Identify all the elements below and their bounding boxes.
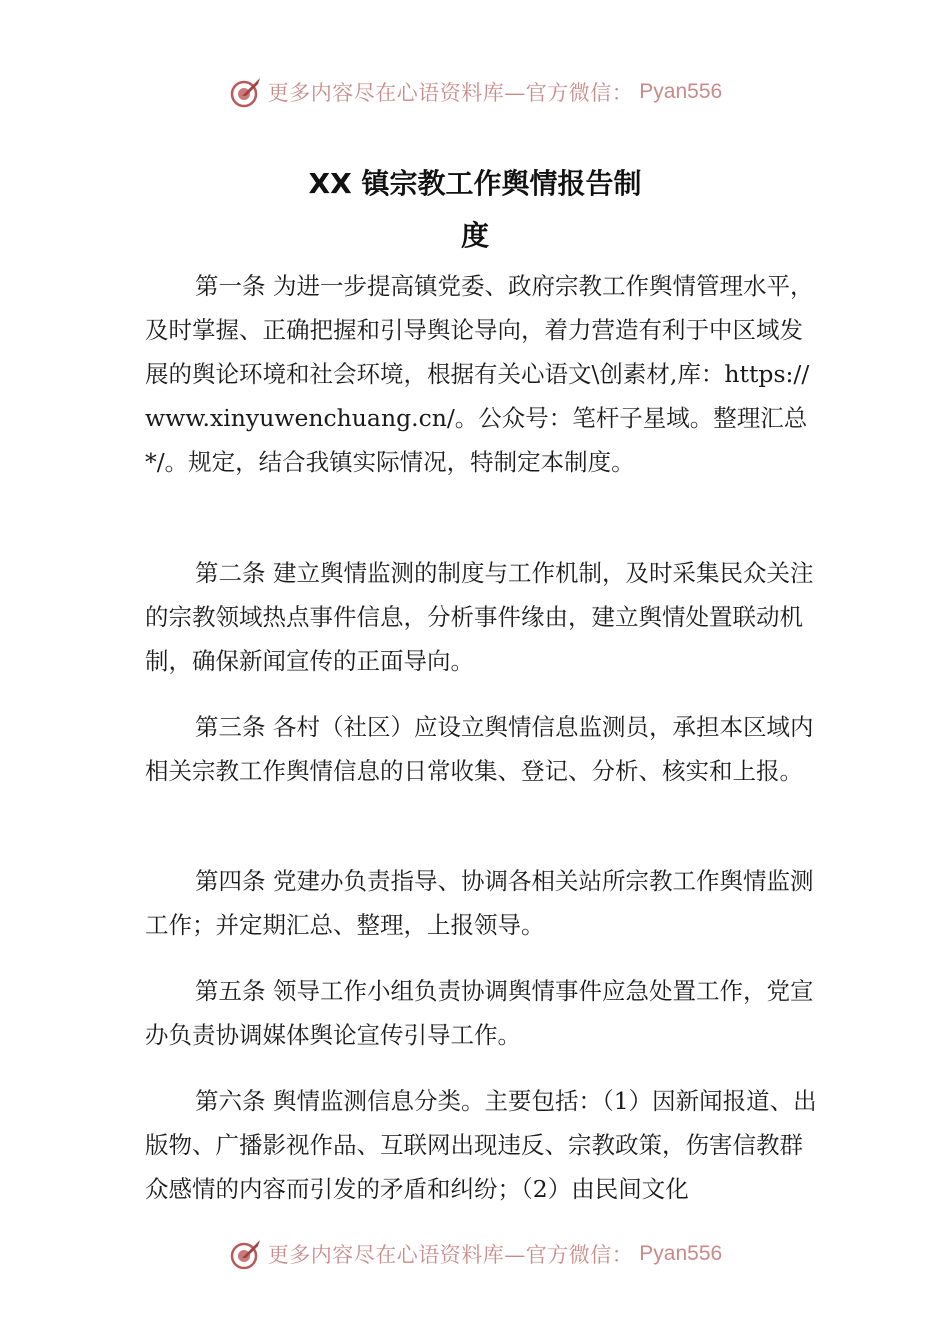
article-6-paragraph: 第六条 舆情监测信息分类。主要包括：（1）因新闻报道、出版物、广播影视作品、互联网出现违反、宗教政策，伤害信教群众感情的内容而引发的矛盾和纠纷；（2）由民间文化 <box>145 1087 817 1203</box>
watermark-wechat-id: Pyan556 <box>639 1242 723 1265</box>
article-1-paragraph: 第一条 为进一步提高镇党委、政府宗教工作舆情管理水平，及时掌握、正确把握和引导舆论导向，着力营造有利于中区域发展的舆论环境和社会环境，根据有关心语文\创素材,库：https://www.xinyuwenchuang.cn/。公众号：笔杆子星域。整理汇总*/。规定，结合我镇实际情况，特制定本制度。 <box>145 272 814 476</box>
header-watermark <box>0 72 950 112</box>
article-2-paragraph: 第二条 建立舆情监测的制度与工作机制，及时采集民众关注的宗教领域热点事件信息，分析事件缘由，建立舆情处置联动机制，确保新闻宣传的正面导向。 <box>145 559 814 675</box>
article-3-paragraph: 第三条 各村（社区）应设立舆情信息监测员，承担本区域内相关宗教工作舆情信息的日常收集、登记、分析、核实和上报。 <box>145 713 814 785</box>
quill-ink-icon <box>228 74 264 110</box>
article-5-paragraph: 第五条 领导工作小组负责协调舆情事件应急处置工作，党宣办负责协调媒体舆论宣传引导工作。 <box>145 977 814 1049</box>
document-title-line2: 度 <box>460 219 489 252</box>
document-title-line1: XX 镇宗教工作舆情报告制 <box>308 167 642 200</box>
footer-watermark <box>0 1234 950 1274</box>
watermark-text: 更多内容尽在心语资料库—官方微信： <box>267 1243 634 1267</box>
quill-ink-icon <box>228 1236 264 1272</box>
watermark-wechat-id: Pyan556 <box>639 80 723 103</box>
article-4-paragraph: 第四条 党建办负责指导、协调各相关站所宗教工作舆情监测工作；并定期汇总、整理，上报领导。 <box>145 867 814 939</box>
watermark-text: 更多内容尽在心语资料库—官方微信： <box>267 81 634 105</box>
